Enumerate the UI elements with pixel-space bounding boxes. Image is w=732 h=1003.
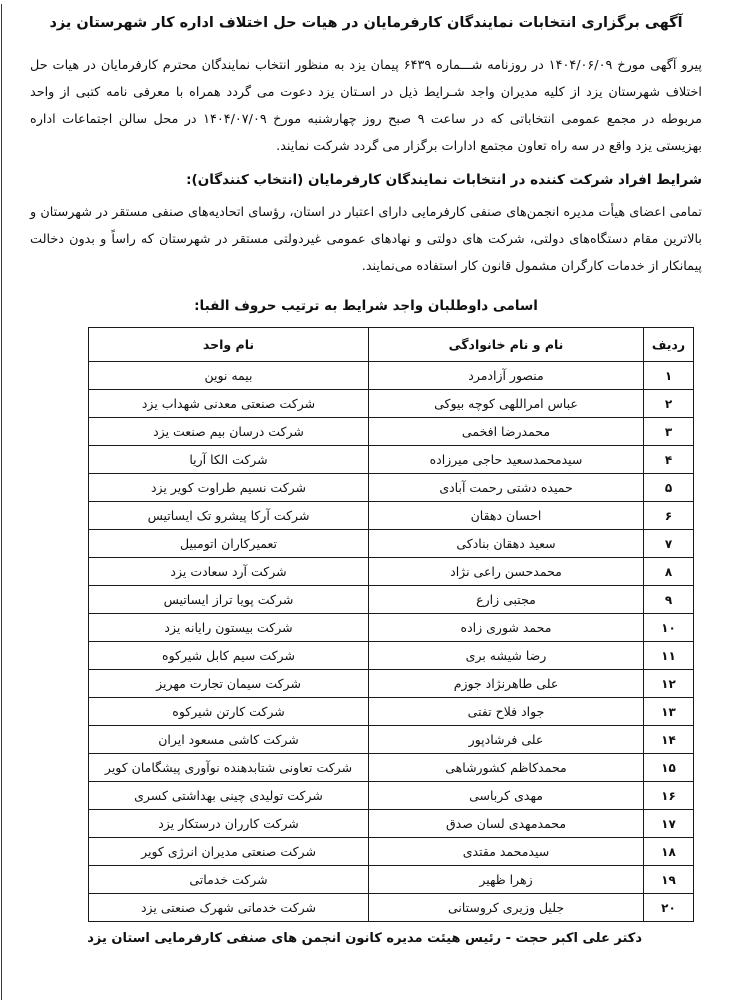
name-cell: مهدی کرباسی — [369, 782, 644, 810]
table-row — [89, 502, 694, 530]
row-number-cell: ۱۱ — [644, 642, 694, 670]
name-cell: رضا شیشه بری — [369, 642, 644, 670]
table-row — [89, 838, 694, 866]
row-number-cell: ۴ — [644, 446, 694, 474]
unit-cell: شرکت صنعتی مدیران انرژی کویر — [89, 838, 369, 866]
row-number-cell: ۷ — [644, 530, 694, 558]
name-cell: احسان دهقان — [369, 502, 644, 530]
row-number-cell: ۳ — [644, 418, 694, 446]
table-row — [89, 698, 694, 726]
conditions-paragraph: تمامی اعضای هیأت مدیره انجمن‌های صنفی کارفرمایی دارای اعتبار در استان، رؤسای اتحادیه‌های صنفی مستقر در شهرستان و بالاترین مقام دستگاه‌های دولتی، شرکت های دولتی و نهادهای عمومی غیردولتی مستقر در شهرستان که راساً و بدون دخالت پیمانکار از خدمات کارگران مشمول قانون کار استفاده می‌نمایند. — [30, 205, 702, 274]
table-row — [89, 642, 694, 670]
row-number-cell: ۲ — [644, 390, 694, 418]
candidates-list-heading: اسامی داوطلبان واجد شرایط به ترتیب حروف الفبا: — [194, 298, 538, 314]
name-column-header: نام و نام خانوادگی — [369, 328, 644, 362]
name-cell: منصور آزادمرد — [369, 362, 644, 390]
row-number-cell: ۱۵ — [644, 754, 694, 782]
unit-cell: شرکت سیم کابل شیرکوه — [89, 642, 369, 670]
unit-cell: شرکت الکا آریا — [89, 446, 369, 474]
name-cell: سعید دهقان بنادکی — [369, 530, 644, 558]
table-row — [89, 726, 694, 754]
name-cell: محمدمهدی لسان صدق — [369, 810, 644, 838]
table-row — [89, 782, 694, 810]
name-cell: محمدحسن راعی نژاد — [369, 558, 644, 586]
unit-cell: شرکت خدماتی — [89, 866, 369, 894]
row-number-cell: ۵ — [644, 474, 694, 502]
row-number-cell: ۹ — [644, 586, 694, 614]
table-row — [89, 614, 694, 642]
intro-paragraph: پیرو آگهی مورخ ۱۴۰۴/۰۶/۰۹ در روزنامه شـــماره ۶۴۳۹ پیمان یزد به منظور انتخاب نمایندگان محترم کارفرمایان در هیات حل اختلاف شهرستان یزد از کلیه مدیران واجد شـرایط ذیل در اسـتان یزد دعوت می گردد همراه با معرفی نامه کتبی از واحد مربوطه در مجمع عمومی انتخاباتی که در ساعت ۹ صبح روز چهارشنبه مورخ ۱۴۰۴/۰۷/۰۹ در محل سالن اجتماعات اداره بهزیستی یزد واقع در سه راه تعاون مجتمع ادارات برگزار می گردد شرکت نمایند. — [30, 58, 703, 154]
unit-cell: شرکت تولیدی چینی بهداشتی کسری — [89, 782, 369, 810]
name-cell: جواد فلاح تفتی — [369, 698, 644, 726]
table-row — [89, 810, 694, 838]
table-row — [89, 586, 694, 614]
unit-cell: تعمیرکاران اتومبیل — [89, 530, 369, 558]
table-row — [89, 418, 694, 446]
name-cell: جلیل وزیری کروستانی — [369, 894, 644, 922]
row-number-cell: ۱۲ — [644, 670, 694, 698]
unit-cell: شرکت کاشی مسعود ایران — [89, 726, 369, 754]
table-row — [89, 362, 694, 390]
name-cell: محمدرضا افخمی — [369, 418, 644, 446]
row-number-cell: ۶ — [644, 502, 694, 530]
signature-line: دکتر علی اکبر حجت - رئیس هیئت مدیره کانون انجمن های صنفی کارفرمایی استان یزد — [87, 931, 642, 946]
unit-cell: شرکت تعاونی شتابدهنده نوآوری پیشگامان کویر — [89, 754, 369, 782]
candidates-table — [88, 327, 694, 922]
row-number-cell: ۸ — [644, 558, 694, 586]
unit-cell: شرکت بیستون رایانه یزد — [89, 614, 369, 642]
name-cell: مجتبی زارع — [369, 586, 644, 614]
unit-cell: بیمه نوین — [89, 362, 369, 390]
unit-cell: شرکت کارتن شیرکوه — [89, 698, 369, 726]
table-header-row — [89, 328, 694, 362]
unit-cell: شرکت آرد سعادت یزد — [89, 558, 369, 586]
name-cell: حمیده دشتی رحمت آبادی — [369, 474, 644, 502]
table-row — [89, 670, 694, 698]
name-cell: علی فرشادپور — [369, 726, 644, 754]
row-number-cell: ۲۰ — [644, 894, 694, 922]
unit-cell: شرکت خدماتی شهرک صنعتی یزد — [89, 894, 369, 922]
row-number-cell: ۱۸ — [644, 838, 694, 866]
table-row — [89, 446, 694, 474]
table-row — [89, 390, 694, 418]
table-row — [89, 866, 694, 894]
name-cell: سیدمحمدسعید حاجی میرزاده — [369, 446, 644, 474]
row-number-cell: ۱۶ — [644, 782, 694, 810]
row-number-cell: ۱۹ — [644, 866, 694, 894]
name-cell: علی طاهرنژاد جوزم — [369, 670, 644, 698]
row-number-cell: ۱۰ — [644, 614, 694, 642]
row-number-cell: ۱ — [644, 362, 694, 390]
row-number-cell: ۱۴ — [644, 726, 694, 754]
table-row — [89, 530, 694, 558]
conditions-heading: شرایط افراد شرکت کننده در انتخابات نمایندگان کارفرمایان (انتخاب کنندگان): — [186, 172, 702, 188]
unit-cell: شرکت سیمان تجارت مهریز — [89, 670, 369, 698]
table-row — [89, 558, 694, 586]
unit-cell: شرکت نسیم طراوت کویر یزد — [89, 474, 369, 502]
row-number-header: ردیف — [644, 328, 694, 362]
unit-cell: شرکت درسان بیم صنعت یزد — [89, 418, 369, 446]
unit-cell: شرکت صنعتی معدنی شهداب یزد — [89, 390, 369, 418]
candidates-table-body — [89, 362, 694, 922]
table-row — [89, 754, 694, 782]
unit-cell: شرکت کارران درستکار یزد — [89, 810, 369, 838]
name-cell: سیدمحمد مقتدی — [369, 838, 644, 866]
name-cell: عباس امراللهی کوچه بیوکی — [369, 390, 644, 418]
table-row — [89, 474, 694, 502]
row-number-cell: ۱۷ — [644, 810, 694, 838]
name-cell: محمدکاظم کشورشاهی — [369, 754, 644, 782]
unit-column-header: نام واحد — [89, 328, 369, 362]
document-title: آگهی برگزاری انتخابات نمایندگان کارفرمایان در هیات حل اختلاف اداره کار شهرستان یزد — [49, 15, 683, 31]
name-cell: محمد شوری زاده — [369, 614, 644, 642]
unit-cell: شرکت آرکا پیشرو تک ایساتیس — [89, 502, 369, 530]
row-number-cell: ۱۳ — [644, 698, 694, 726]
unit-cell: شرکت پویا تراز ایساتیس — [89, 586, 369, 614]
table-row — [89, 894, 694, 922]
name-cell: زهرا ظهیر — [369, 866, 644, 894]
